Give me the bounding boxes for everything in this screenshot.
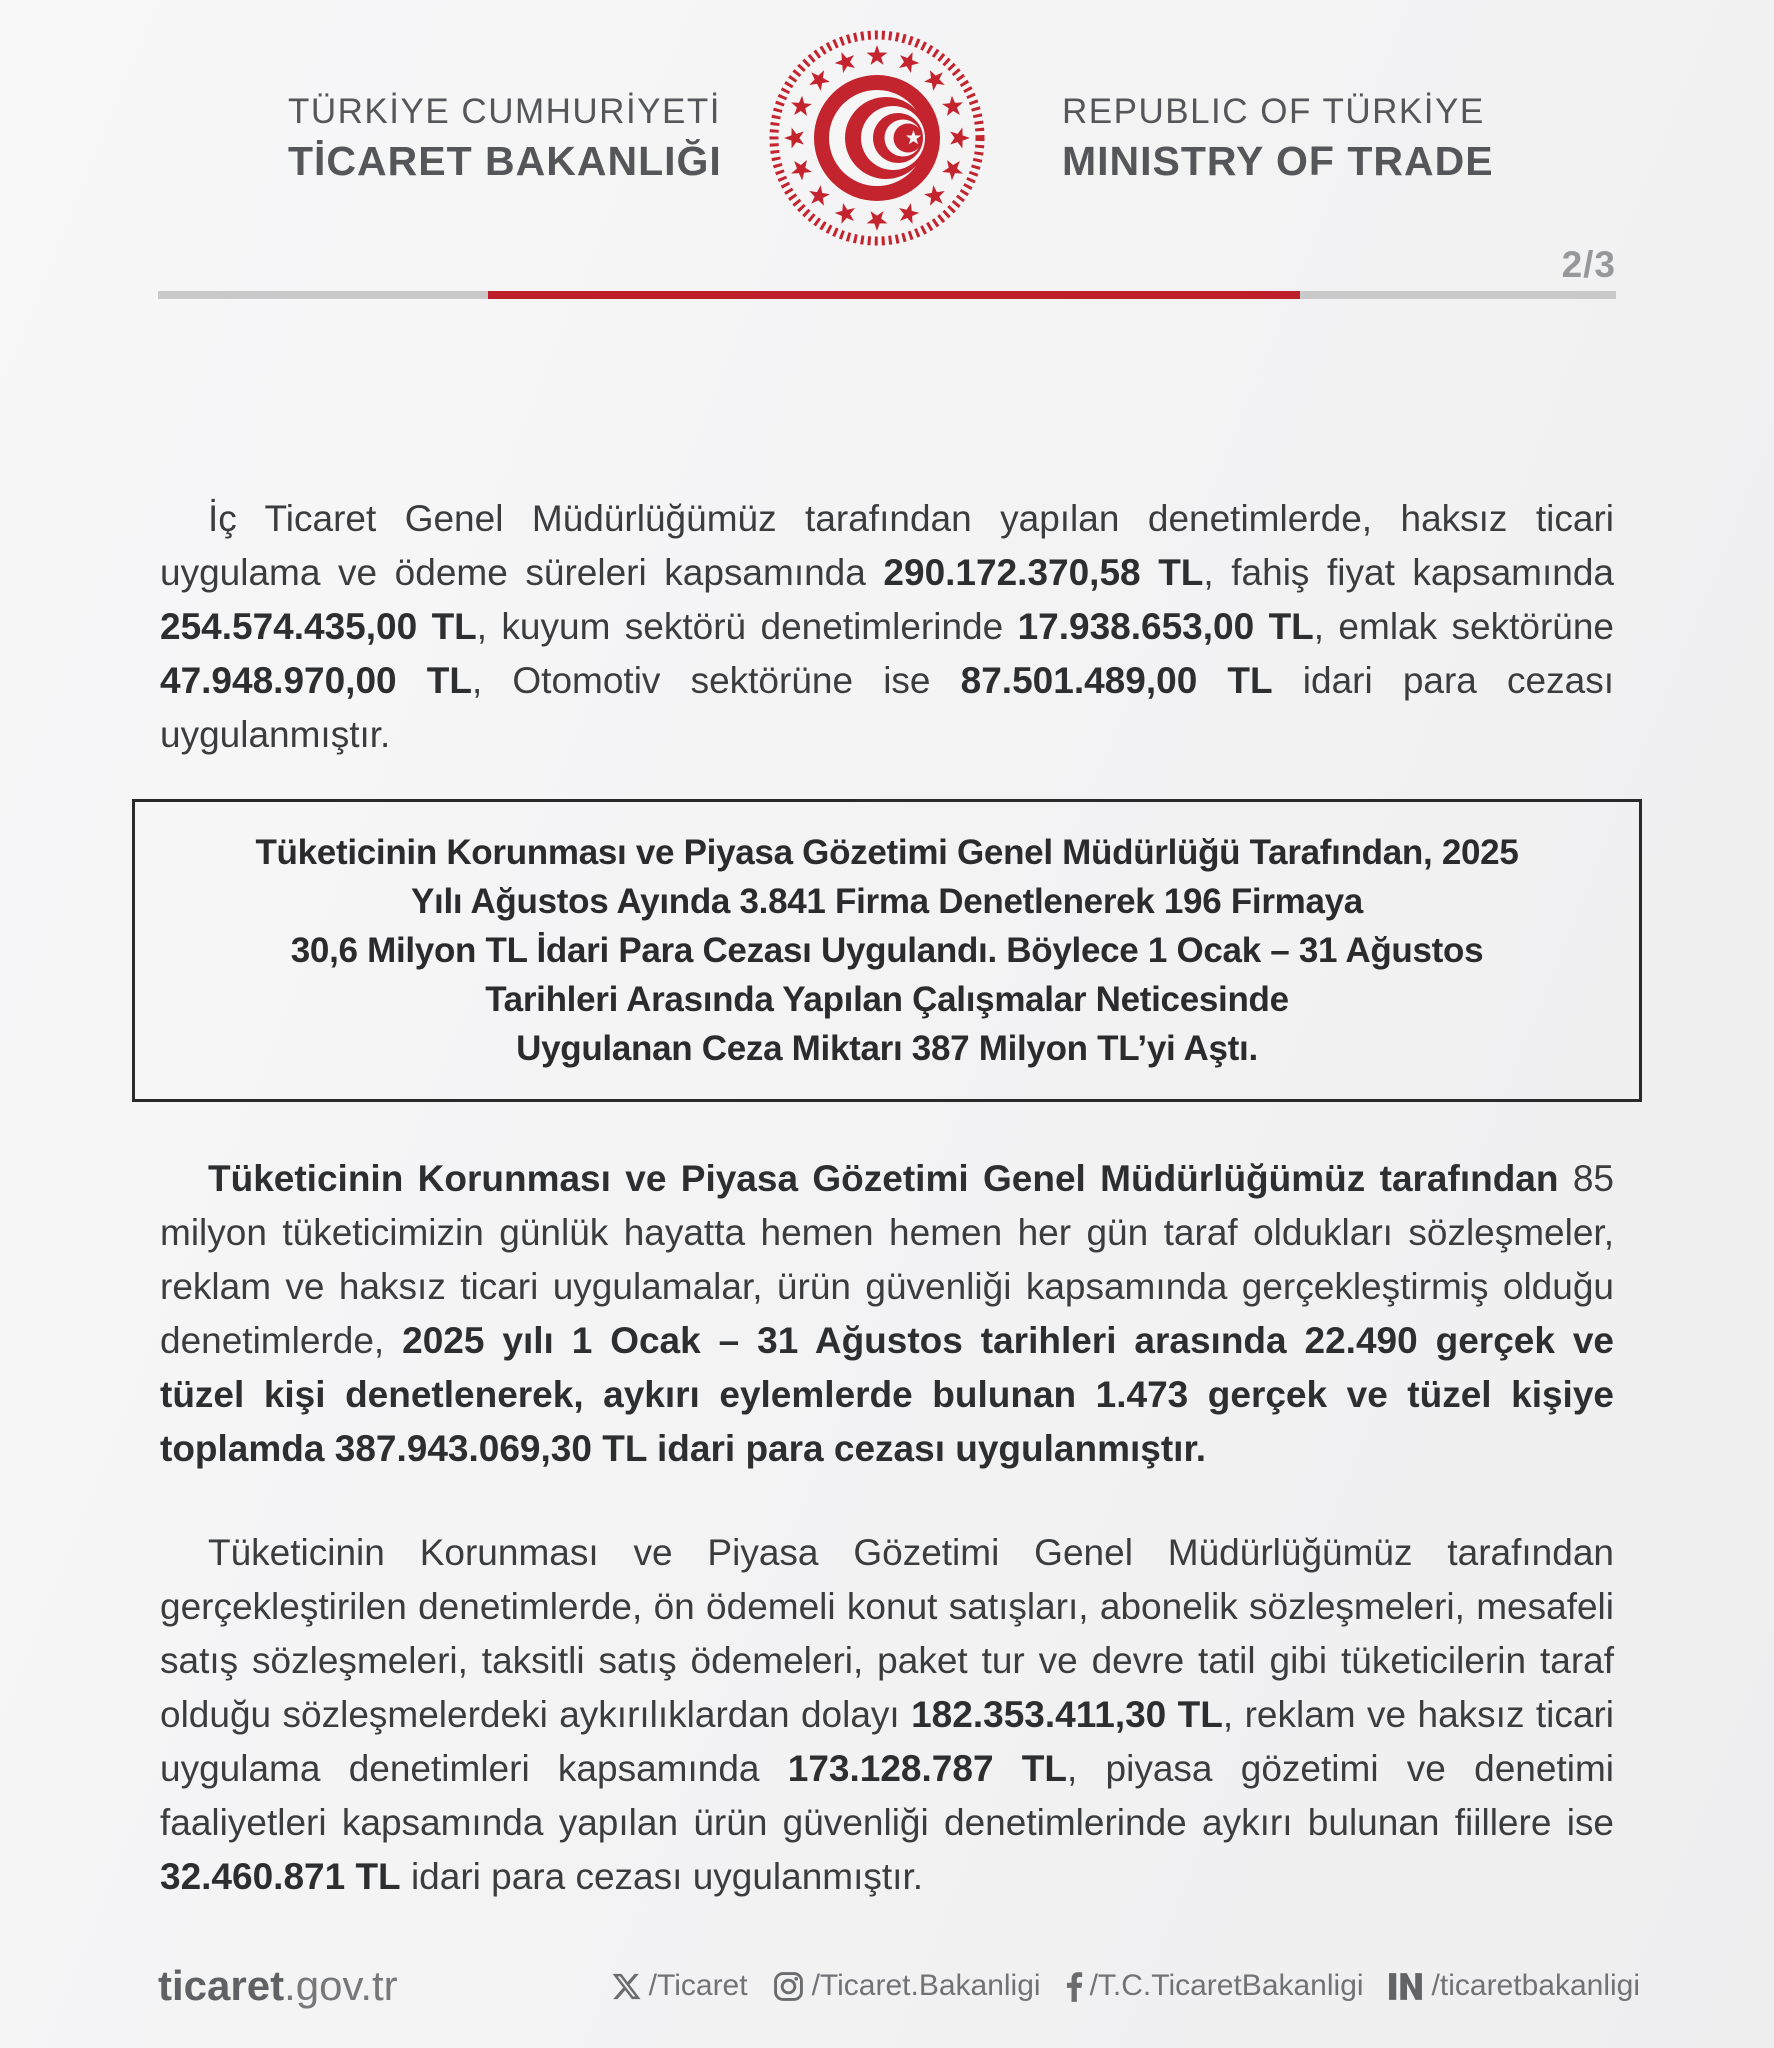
instagram-icon xyxy=(772,1970,805,2003)
ministry-name-english xyxy=(1062,92,1542,185)
facebook-icon xyxy=(1065,1971,1083,2002)
nsosyal-handle: /ticaretbakanligi xyxy=(1431,1969,1640,2002)
paragraph-inspection-breakdown: Tüketicinin Korunması ve Piyasa Gözetimi Genel Müdürlüğümüz tarafından gerçekleştirilen denetimlerde, ön ödemeli konut satışları, abonelik sözleşmeleri, mesafeli satış sözleşmeleri, taksitli satış ödemeleri, paket tur ve devre tatil gibi tüketicilerin taraf olduğu sözleşmelerdeki aykırılıklardan dolayı 182.353.411,30 TL, reklam ve haksız ticari uygulama denetimleri kapsamında 173.128.787 TL, piyasa gözetimi ve denetimi faaliyetleri kapsamında yapılan ürün güvenliği denetimlerinde aykırı bulunan fiillere ise 32.460.871 TL idari para cezası uygulanmıştır. xyxy=(160,1532,1614,1897)
website-link-bold: ticaret xyxy=(158,1962,285,2009)
instagram-handle: /Ticaret.Bakanligi xyxy=(811,1969,1041,2002)
social-links xyxy=(611,1969,1640,2003)
headline-line: Tüketicinin Korunması ve Piyasa Gözetimi Genel Müdürlüğü Tarafından, 2025 xyxy=(255,833,1519,872)
header-divider xyxy=(158,291,1616,299)
headline-box xyxy=(132,799,1642,1102)
headline-line: Tarihleri Arasında Yapılan Çalışmalar Neticesinde xyxy=(485,980,1289,1019)
header-divider-accent xyxy=(488,291,1300,299)
facebook-handle: /T.C.TicaretBakanligi xyxy=(1089,1969,1364,2002)
paragraph-domestic-trade-fines: İç Ticaret Genel Müdürlüğümüz tarafından yapılan denetimlerde, haksız ticari uygulama ve ödeme süreleri kapsamında 290.172.370,58 TL, fahiş fiyat kapsamında 254.574.435,00 TL, kuyum sektörü denetimlerinde 17.938.653,00 TL, emlak sektörüne 47.948.970,00 TL, Otomotiv sektörüne ise 87.501.489,00 TL idari para cezası uygulanmıştır. xyxy=(160,498,1615,755)
footer xyxy=(158,1962,1640,2010)
headline-line: Uygulanan Ceza Miktarı 387 Milyon TL’yi Aştı. xyxy=(516,1029,1258,1068)
ministry-name-tr-line2: TİCARET BAKANLIĞI xyxy=(288,138,722,184)
x-handle: /Ticaret xyxy=(648,1969,748,2002)
social-link-nsosyal[interactable] xyxy=(1388,1969,1640,2003)
website-link-suffix: .gov.tr xyxy=(284,1962,398,2009)
social-link-x[interactable] xyxy=(611,1969,748,2003)
page-indicator: 2/3 xyxy=(1561,244,1616,285)
headline-line: Yılı Ağustos Ayında 3.841 Firma Denetlenerek 196 Firmaya xyxy=(411,882,1363,921)
ministry-of-trade-emblem-icon xyxy=(767,28,987,248)
nsosyal-icon xyxy=(1388,1971,1425,2002)
social-link-instagram[interactable] xyxy=(772,1969,1041,2003)
website-link[interactable] xyxy=(158,1962,398,2010)
ministry-name-tr-line1: TÜRKİYE CUMHURİYETİ xyxy=(288,92,721,131)
social-link-facebook[interactable] xyxy=(1065,1969,1364,2003)
x-icon xyxy=(611,1971,642,2002)
headline-line: 30,6 Milyon TL İdari Para Cezası Uygulandı. Böylece 1 Ocak – 31 Ağustos xyxy=(290,931,1484,970)
ministry-name-en-line2: MINISTRY OF TRADE xyxy=(1062,138,1494,184)
paragraph-consumer-protection-totals: Tüketicinin Korunması ve Piyasa Gözetimi Genel Müdürlüğümüz tarafından 85 milyon tüketicimizin günlük hayatta hemen hemen her gün taraf oldukları sözleşmeler, reklam ve haksız ticari uygulamalar, ürün güvenliği kapsamında gerçekleştirmiş olduğu denetimlerde, 2025 yılı 1 Ocak – 31 Ağustos tarihleri arasında 22.490 gerçek ve tüzel kişi denetlenerek, aykırı eylemlerde bulunan 1.473 gerçek ve tüzel kişiye toplamda 387.943.069,30 TL idari para cezası uygulanmıştır. xyxy=(160,1158,1615,1469)
ministry-name-en-line1: REPUBLIC OF TÜRKİYE xyxy=(1062,92,1485,131)
ministry-name-turkish xyxy=(288,92,722,185)
document-body xyxy=(132,455,1642,1941)
